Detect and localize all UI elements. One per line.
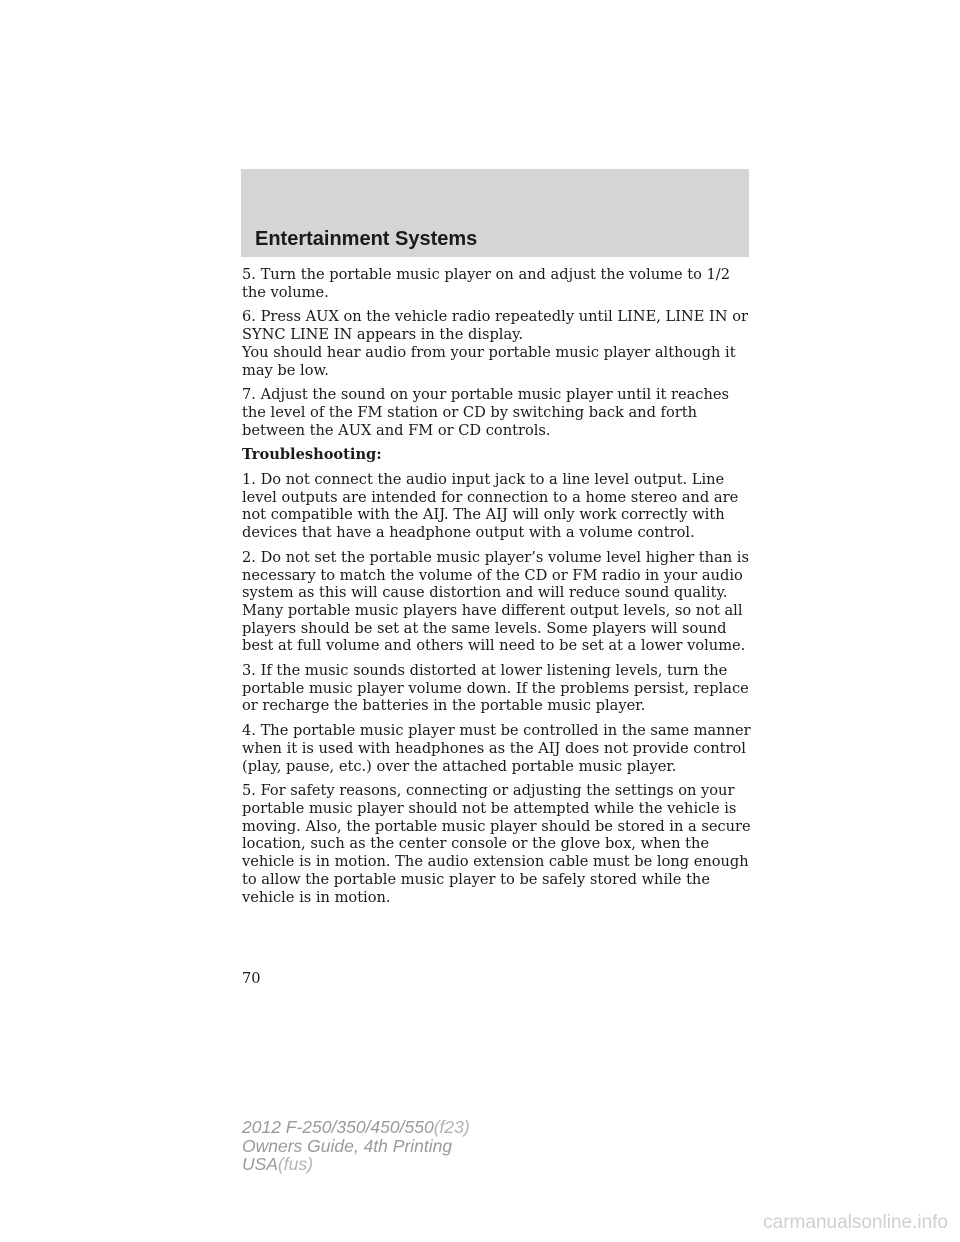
footer-line-1 [242, 1118, 470, 1137]
footer-line-2: Owners Guide, 4th Printing [242, 1135, 453, 1156]
document-footer [242, 1118, 470, 1174]
troubleshooting-item-1: 1. Do not connect the audio input jack to a line level output. Line level outputs are intended for connection to a home stereo and are not compatible with the AIJ. The AIJ will only work correctly with devices that have a headphone output with a volume control. [242, 471, 739, 542]
step-7: 7. Adjust the sound on your portable music player until it reaches the level of the FM station or CD by switching back and forth between the AUX and FM or CD controls. [242, 386, 730, 439]
footer-market-code: (fus) [277, 1154, 313, 1174]
step-6 [242, 308, 752, 379]
troubleshooting-item-3: 3. If the music sounds distorted at lower listening levels, turn the portable music player volume down. If the problems persist, replace or recharge the batteries in the portable music player. [242, 662, 749, 715]
troubleshooting-item-5: 5. For safety reasons, connecting or adjusting the settings on your portable music player should not be attempted while the vehicle is moving. Also, the portable music player should be stored in a secure location, such as the center console or the glove box, when the vehicle is in motion. The audio extension cable must be long enough to allow the portable music player to be safely stored while the vehicle is in motion. [242, 782, 751, 906]
troubleshooting-heading: Troubleshooting: [242, 446, 382, 464]
step-6-note: You should hear audio from your portable music player although it may be low. [242, 343, 736, 379]
footer-market: USA [242, 1154, 278, 1174]
footer-model-code: (f23) [433, 1117, 470, 1137]
footer-line-3 [242, 1155, 470, 1174]
page-number: 70 [242, 970, 261, 987]
section-title: Entertainment Systems [255, 228, 478, 250]
site-watermark: carmanualsonline.info [763, 1212, 948, 1233]
troubleshooting-item-4: 4. The portable music player must be controlled in the same manner when it is used with headphones as the AIJ does not provide control (play, pause, etc.) over the attached portable music player. [242, 722, 751, 775]
section-header-band [241, 169, 749, 257]
troubleshooting-item-2: 2. Do not set the portable music player’s volume level higher than is necessary to match the volume of the CD or FM radio in your audio system as this will cause distortion and will reduce sound quality. Many portable music players have different output levels, so not all players should be set at the same levels. Some players will sound best at full volume and others will need to be set at a lower volume. [242, 548, 749, 655]
page-body [242, 266, 752, 913]
step-6-text: 6. Press AUX on the vehicle radio repeatedly until LINE, LINE IN or SYNC LINE IN appears in the display. [242, 308, 748, 344]
step-5: 5. Turn the portable music player on and adjust the volume to 1/2 the volume. [242, 266, 731, 301]
footer-model: 2012 F-250/350/450/550 [242, 1117, 434, 1137]
